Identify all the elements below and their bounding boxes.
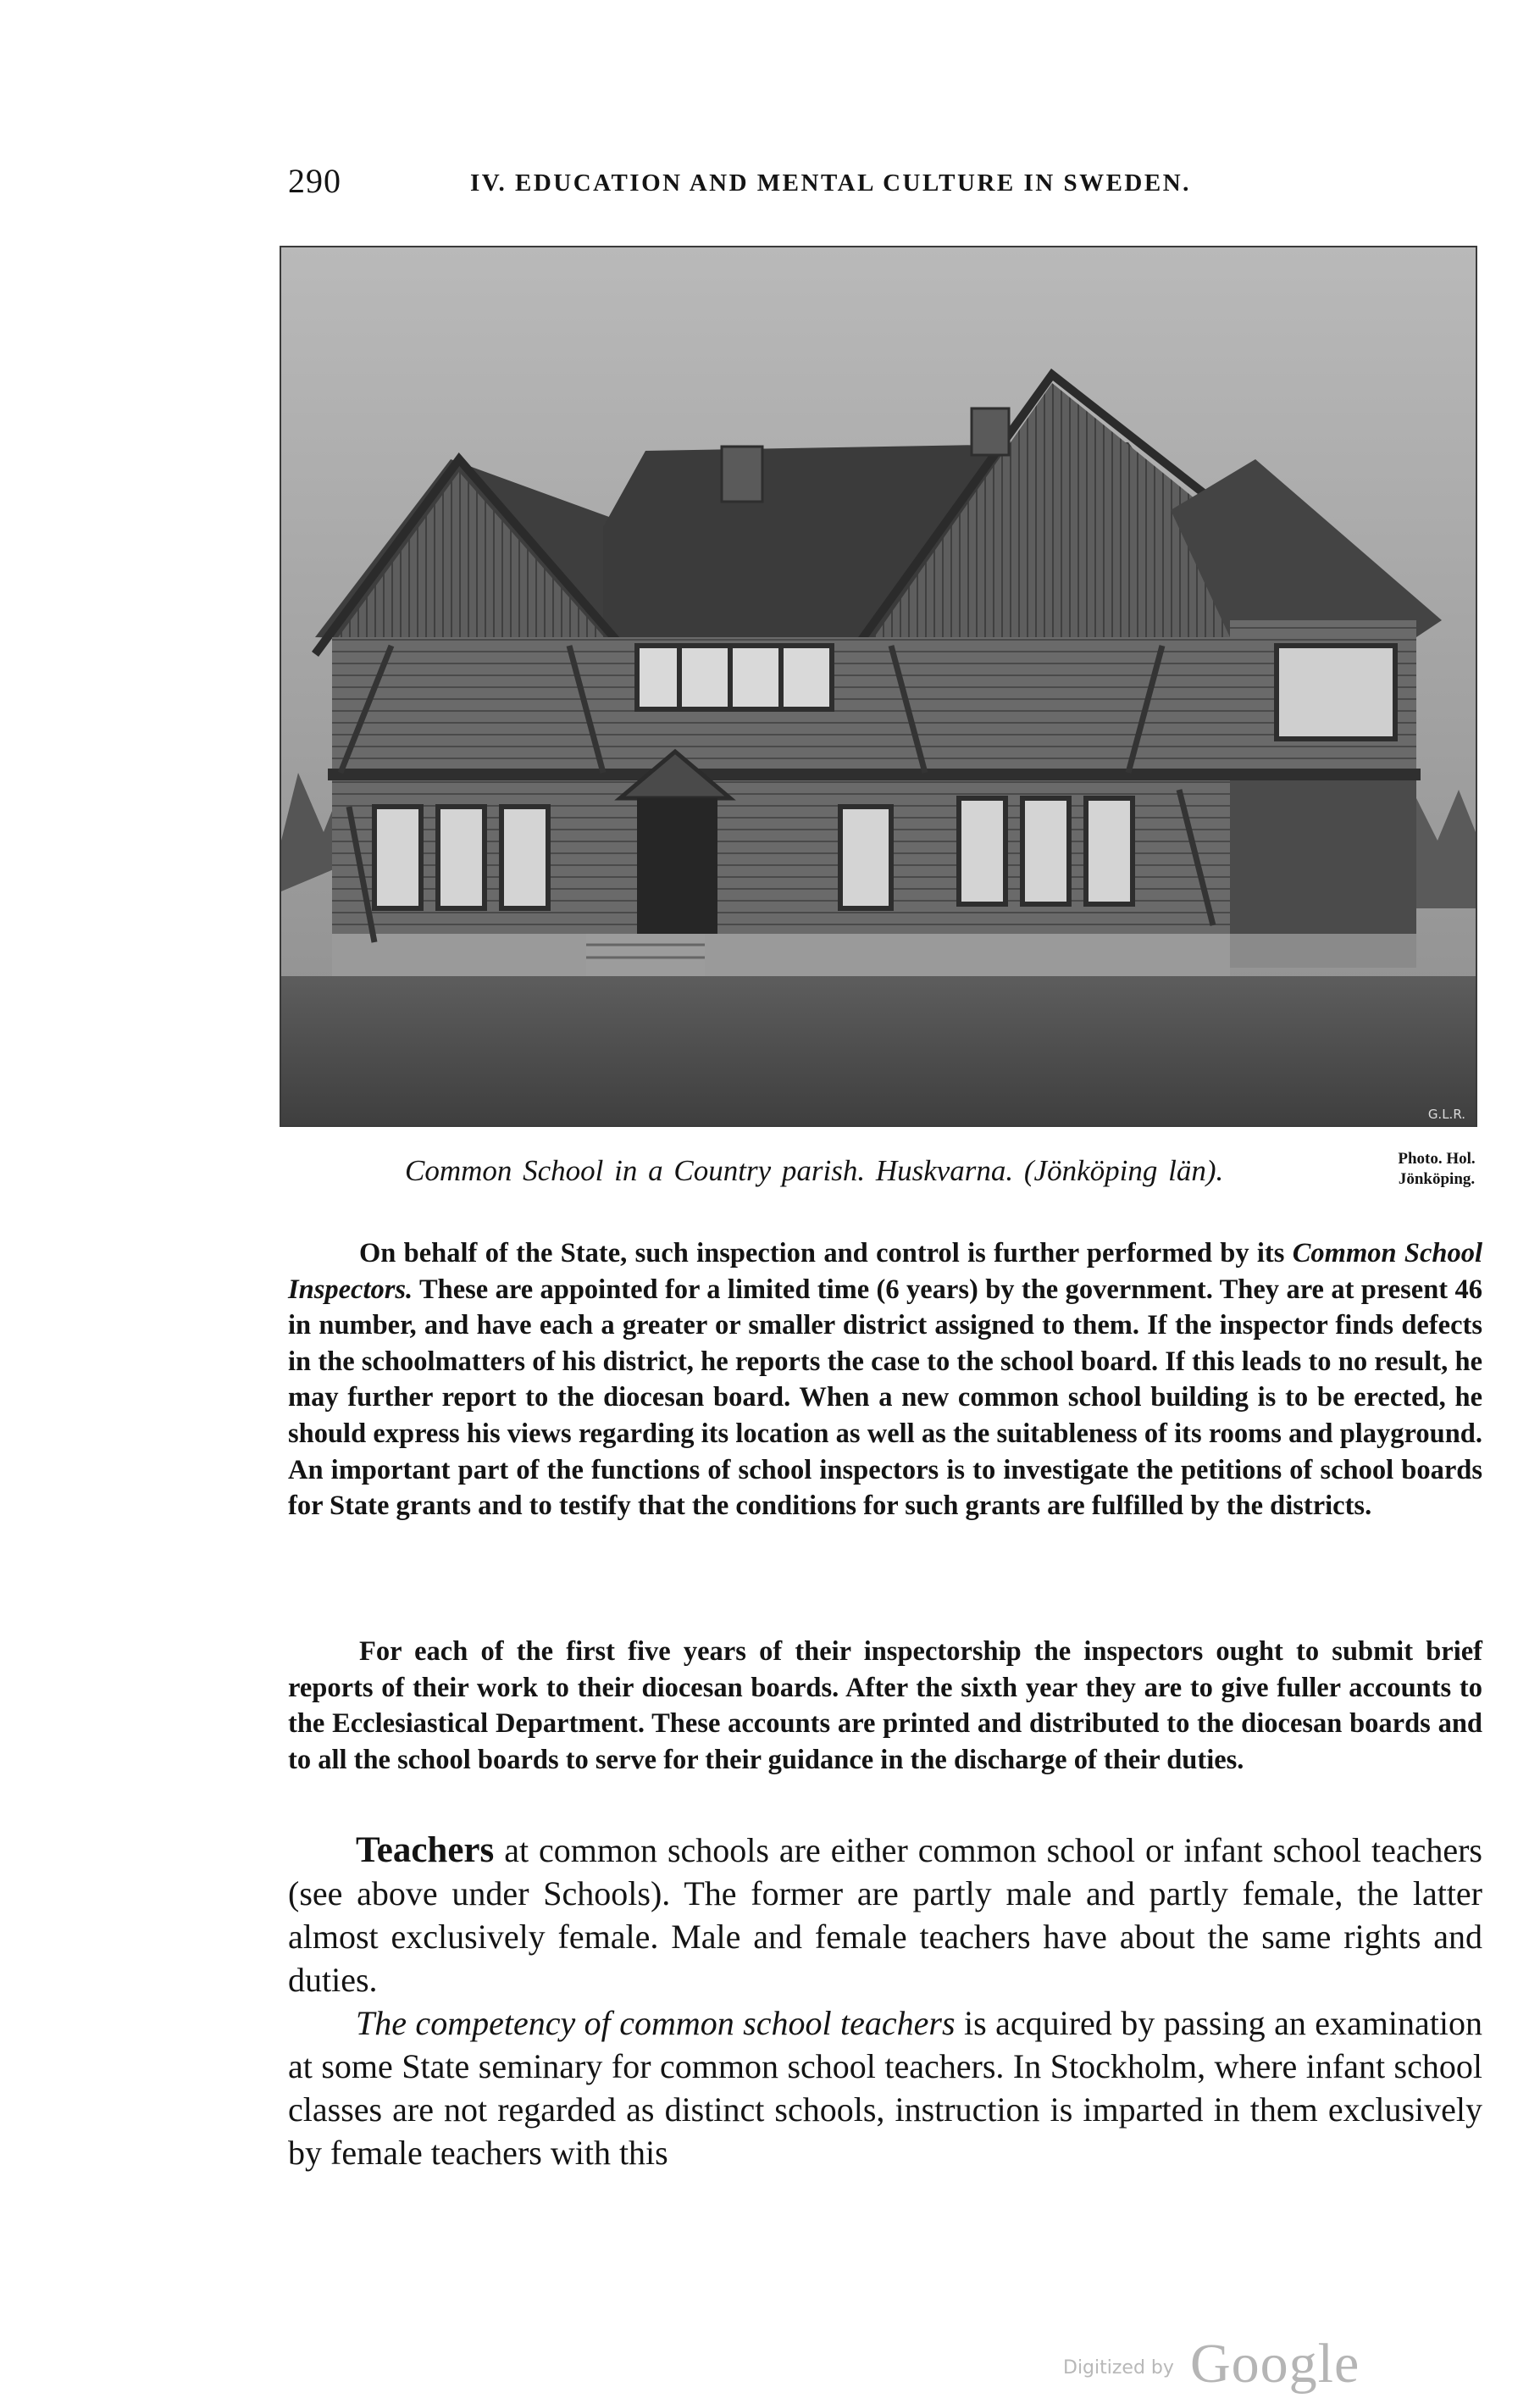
figure-caption: Common School in a Country parish. Huskvarna. (Jönköping län). bbox=[405, 1154, 1224, 1187]
photo-credit bbox=[1394, 1149, 1479, 1190]
photo-mark: G.L.R. bbox=[1427, 1107, 1465, 1122]
p3-text: at common schools are either common school or infant school teachers (see above under Schools). The former are partly male and partly female, the latter almost exclusively female. Male and female teachers have about the same rights and duties. bbox=[288, 1831, 1482, 1999]
photo-credit-line1: Photo. Hol. bbox=[1398, 1150, 1476, 1168]
digitized-by-label: Digitized by bbox=[1063, 2357, 1174, 2379]
p1-text-a: On behalf of the State, such inspection and control is further performed by its bbox=[359, 1238, 1293, 1268]
p4-emphasis: The competency of common school teachers bbox=[356, 2004, 956, 2042]
p4-text: is acquired by passing an examination at some State seminary for common school teachers. In Stockholm, where infant school classes are not regarded as distinct schools, instruction is imparted in them exclusively by female teachers with this bbox=[288, 2004, 1483, 2172]
page-number: 290 bbox=[288, 162, 341, 200]
running-title: IV. EDUCATION AND MENTAL CULTURE IN SWEDEN. bbox=[470, 169, 1191, 197]
paragraph-reports: For each of the first five years of their inspectorship the inspectors ought to submit brief reports of their work to their diocesan boards. After the sixth year they are to give fuller accounts to the Ecclesiastical Department. These accounts are printed and distributed to the diocesan boards and to all the school boards to serve for their guidance in the discharge of their duties. bbox=[288, 1636, 1482, 1775]
p1-emphasis: Common School Inspectors. bbox=[288, 1238, 1482, 1305]
teachers-heading: Teachers bbox=[356, 1830, 495, 1870]
paragraph-teachers bbox=[288, 1829, 1482, 2001]
google-logo: Google bbox=[1190, 2333, 1360, 2395]
paragraph-competency bbox=[288, 2001, 1482, 2174]
school-photograph bbox=[280, 246, 1477, 1127]
p1-text-b: These are appointed for a limited time (6 years) by the government. They are at present 46 in number, and have each a greater or smaller district assigned to them. If the inspector finds defects in the schoolmatters of his district, he reports the case to the school board. If this leads to no result, he may further report to the diocesan board. When a new common school building is to be erected, he should express his views regarding its location as well as the suitableness of its rooms and playground. An important part of the functions of school inspectors is to investigate the petitions of school boards for State grants and to testify that the conditions for such grants are fulfilled by the districts. bbox=[288, 1274, 1482, 1522]
photo-credit-line2: Jönköping. bbox=[1398, 1170, 1476, 1188]
paragraph-inspection bbox=[288, 1235, 1482, 1524]
